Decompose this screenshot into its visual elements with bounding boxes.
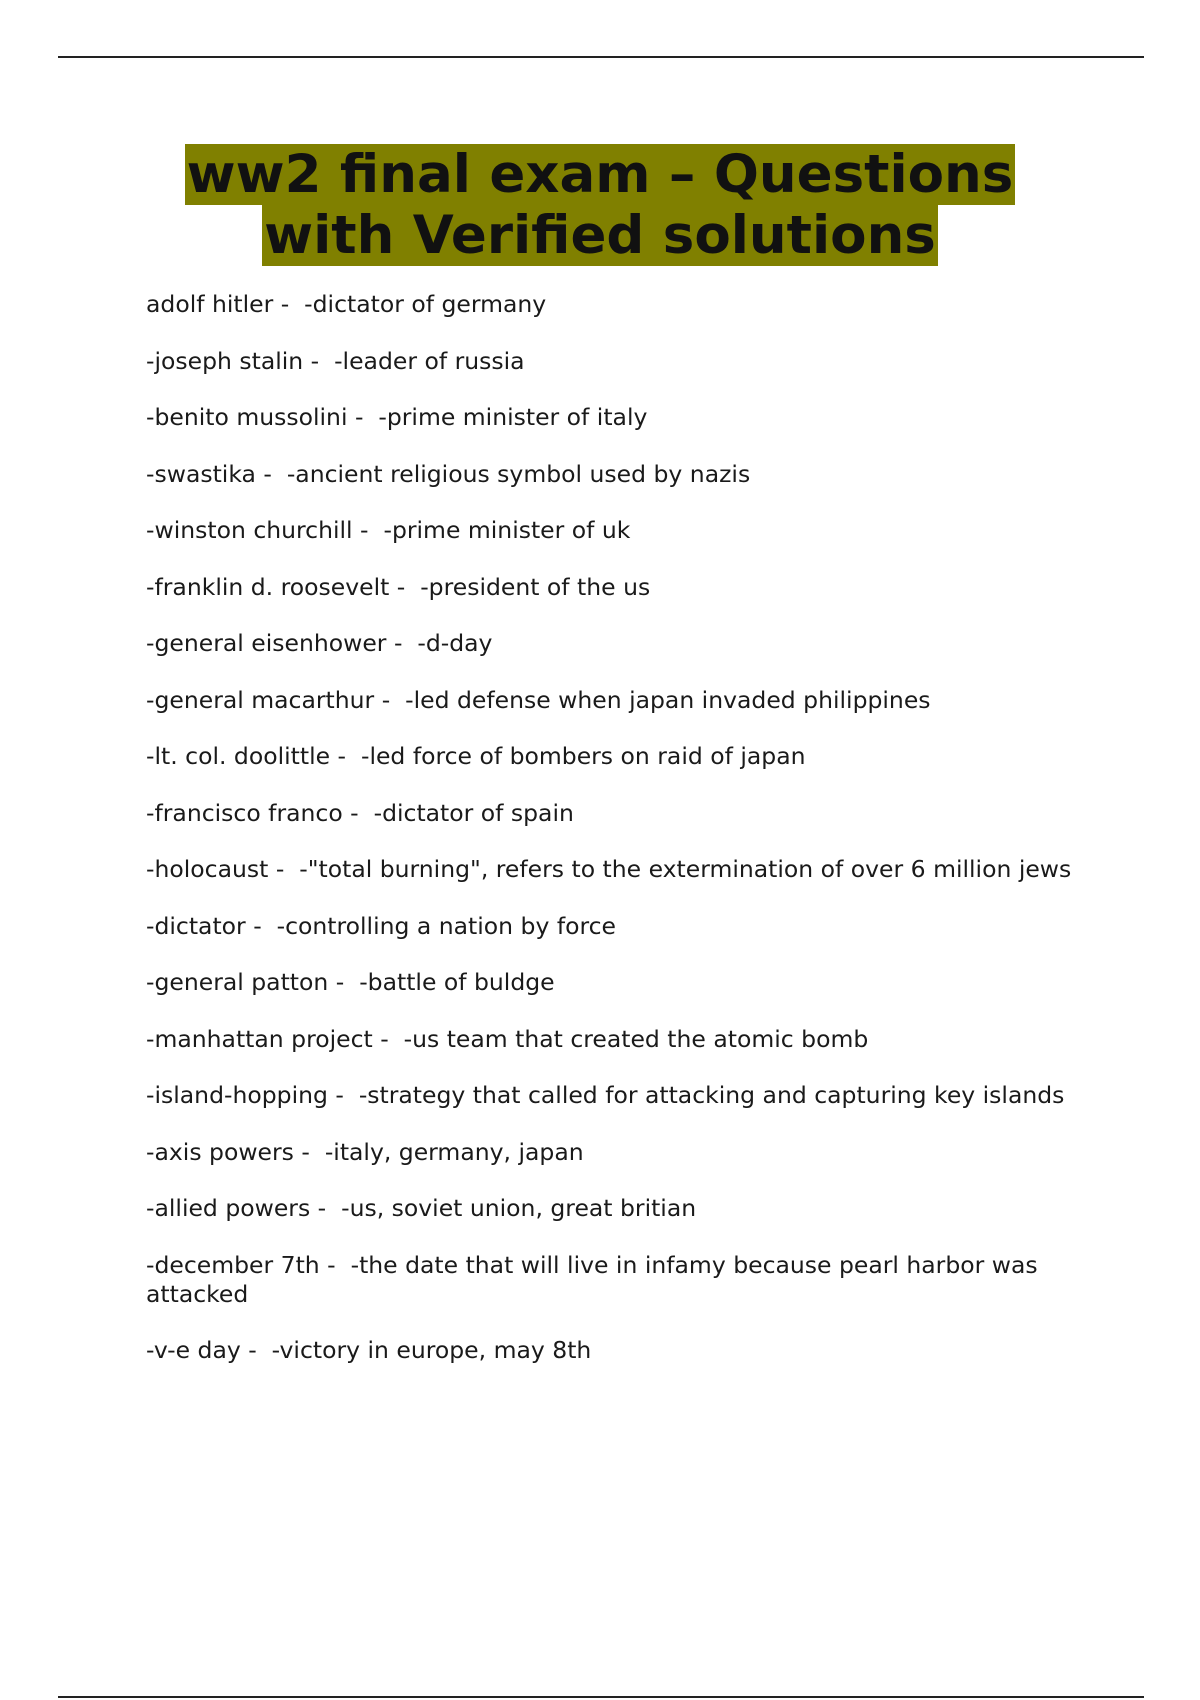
entry-separator: -: [330, 742, 361, 770]
entry-separator: -: [372, 1024, 404, 1053]
entry-term: adolf hitler: [146, 290, 274, 318]
qa-entry: [146, 1251, 1086, 1309]
entry-term: -general eisenhower: [146, 629, 387, 657]
entry-definition: -leader of russia: [334, 346, 525, 375]
entry-term: -joseph stalin: [146, 346, 304, 375]
qa-entry: [146, 1194, 1086, 1223]
entry-separator: -: [293, 1137, 325, 1166]
qa-entry: [146, 573, 1086, 602]
entry-separator: -: [255, 459, 287, 488]
entry-separator: -: [240, 1336, 272, 1364]
title-line-2: with Verified solutions: [264, 205, 936, 266]
qa-entry: [146, 290, 1086, 319]
qa-entry: [146, 629, 1086, 658]
entry-definition: -italy, germany, japan: [324, 1137, 584, 1166]
entry-separator: -: [327, 1081, 359, 1109]
qa-list: [146, 290, 1086, 1393]
qa-entry: [146, 516, 1086, 545]
entry-separator: -: [319, 1250, 351, 1279]
entry-definition: -president of the us: [420, 572, 651, 601]
entry-definition: -controlling a nation by force: [276, 911, 617, 940]
entry-term: -general patton: [146, 968, 329, 996]
entry-definition: -dictator of spain: [373, 798, 574, 827]
entry-separator: -: [352, 516, 384, 544]
entry-term: -december 7th: [146, 1250, 320, 1279]
entry-term: -v-e day: [146, 1336, 241, 1364]
qa-entry: [146, 403, 1086, 432]
top-rule: [58, 56, 1144, 58]
qa-entry: [146, 1138, 1086, 1167]
entry-definition: -prime minister of italy: [378, 403, 648, 431]
qa-entry: [146, 799, 1086, 828]
entry-separator: -: [386, 629, 418, 657]
entry-term: -swastika: [146, 459, 256, 488]
entry-term: -island-hopping: [146, 1081, 328, 1109]
entry-definition: -led defense when japan invaded philippines: [405, 685, 931, 714]
entry-definition: -the date that will live in infamy because pearl harbor was attacked: [146, 1250, 1038, 1308]
entry-separator: -: [347, 403, 379, 431]
entry-separator: -: [303, 346, 335, 375]
entry-definition: -d-day: [417, 629, 493, 657]
entry-separator: -: [310, 1194, 342, 1222]
entry-definition: -us team that created the atomic bomb: [403, 1024, 869, 1053]
entry-definition: -battle of buldge: [359, 968, 555, 996]
entry-term: -general macarthur: [146, 685, 375, 714]
qa-entry: [146, 742, 1086, 771]
entry-definition: -strategy that called for attacking and capturing key islands: [358, 1081, 1065, 1109]
entry-term: -dictator: [146, 911, 246, 940]
entry-term: -franklin d. roosevelt: [146, 572, 390, 601]
qa-entry: [146, 912, 1086, 941]
qa-entry: [146, 855, 1086, 884]
entry-term: -manhattan project: [146, 1024, 373, 1053]
entry-term: -axis powers: [146, 1137, 294, 1166]
entry-definition: -us, soviet union, great britian: [341, 1194, 697, 1222]
qa-entry: [146, 460, 1086, 489]
entry-separator: -: [328, 968, 360, 996]
qa-entry: [146, 347, 1086, 376]
entry-term: -holocaust: [146, 855, 269, 883]
title-line-1: ww2 final exam – Questions: [186, 144, 1014, 205]
entry-separator: -: [389, 572, 421, 601]
entry-separator: -: [268, 855, 300, 883]
qa-entry: [146, 686, 1086, 715]
entry-term: -allied powers: [146, 1194, 311, 1222]
entry-separator: -: [374, 685, 406, 714]
entry-separator: -: [273, 290, 305, 318]
entry-definition: -prime minister of uk: [383, 516, 631, 544]
entry-definition: -dictator of germany: [304, 290, 547, 318]
entry-term: -francisco franco: [146, 798, 343, 827]
entry-term: -benito mussolini: [146, 403, 348, 431]
entry-definition: -ancient religious symbol used by nazis: [286, 459, 751, 488]
bottom-rule: [58, 1696, 1144, 1698]
entry-term: -winston churchill: [146, 516, 353, 544]
qa-entry: [146, 1025, 1086, 1054]
qa-entry: [146, 968, 1086, 997]
entry-definition: -"total burning", refers to the extermination of over 6 million jews: [299, 855, 1072, 883]
qa-entry: [146, 1336, 1086, 1365]
entry-definition: -victory in europe, may 8th: [271, 1336, 592, 1364]
document-title: [0, 144, 1200, 266]
entry-separator: -: [342, 798, 374, 827]
entry-separator: -: [245, 911, 277, 940]
qa-entry: [146, 1081, 1086, 1110]
entry-term: -lt. col. doolittle: [146, 742, 331, 770]
entry-definition: -led force of bombers on raid of japan: [360, 742, 806, 770]
